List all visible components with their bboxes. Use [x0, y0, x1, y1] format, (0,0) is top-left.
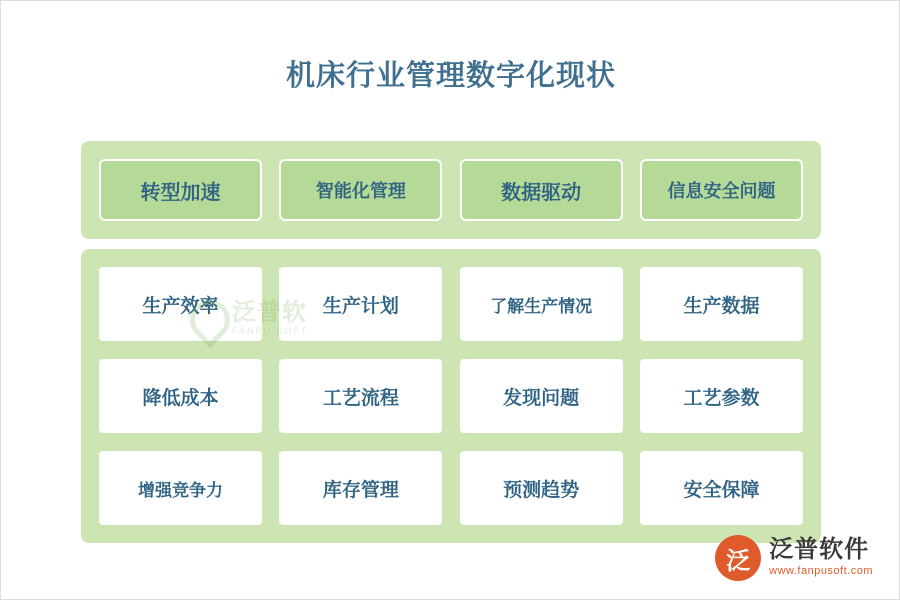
- logo-mark-icon: 泛: [715, 535, 761, 581]
- item-row: [99, 451, 803, 525]
- logo-company-name: 泛普软件: [769, 536, 870, 564]
- brand-logo: [715, 535, 873, 581]
- item-row: [99, 267, 803, 341]
- item-box[interactable]: 生产计划: [279, 267, 442, 341]
- item-box[interactable]: 安全保障: [640, 451, 803, 525]
- category-box[interactable]: 转型加速: [99, 159, 262, 221]
- item-box[interactable]: 发现问题: [460, 359, 623, 433]
- item-row: [99, 359, 803, 433]
- item-box[interactable]: 预测趋势: [460, 451, 623, 525]
- item-box[interactable]: 降低成本: [99, 359, 262, 433]
- page-title: 机床行业管理数字化现状: [285, 60, 616, 92]
- logo-text: [769, 537, 873, 579]
- category-box[interactable]: 数据驱动: [460, 159, 623, 221]
- watermark-cn: 泛普软: [232, 298, 307, 326]
- category-box[interactable]: 智能化管理: [279, 159, 442, 221]
- category-band: [81, 141, 821, 239]
- item-box[interactable]: 生产效率: [99, 267, 262, 341]
- item-band: [81, 249, 821, 543]
- item-box[interactable]: 了解生产情况: [460, 267, 623, 341]
- item-box[interactable]: 增强竞争力: [99, 451, 262, 525]
- item-box[interactable]: 工艺流程: [279, 359, 442, 433]
- item-box[interactable]: 生产数据: [640, 267, 803, 341]
- item-box[interactable]: 库存管理: [279, 451, 442, 525]
- logo-website: www.fanpusoft.com: [769, 564, 873, 577]
- watermark-en: FANPU SOFT: [232, 325, 309, 336]
- item-box[interactable]: 工艺参数: [640, 359, 803, 433]
- category-box[interactable]: 信息安全问题: [640, 159, 803, 221]
